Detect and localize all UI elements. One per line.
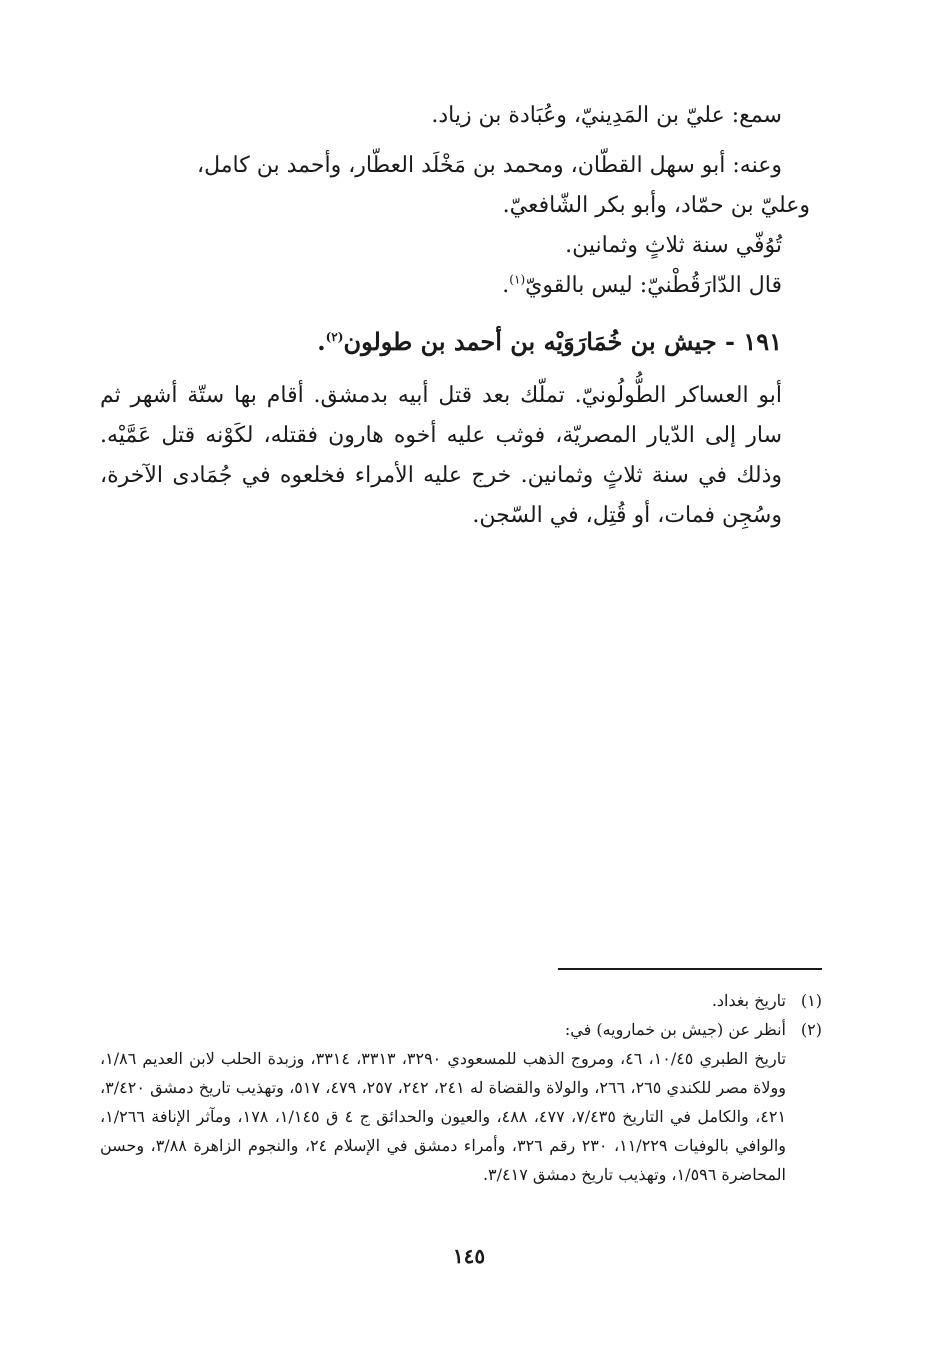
paragraph-narrators-line2: وعليّ بن حمّاد، وأبو بكر الشّافعيّ. xyxy=(502,193,810,218)
footnote-number: (١) xyxy=(800,991,822,1010)
footnote-ref-2: (٢) xyxy=(325,330,344,344)
footnote-divider xyxy=(558,968,822,970)
entry-heading-end: . xyxy=(317,327,326,356)
daraqutni-text: قال الدّارَقُطْنيّ: ليس بالقويّ xyxy=(525,273,782,298)
paragraph-heard-from: سمع: عليّ بن المَدِينيّ، وعُبَادة بن زياد. xyxy=(431,103,782,128)
paragraph-narrators-line1: وعنه: أبو سهل القطّان، ومحمد بن مَخْلَد العطّار، وأحمد بن كامل، xyxy=(197,153,782,178)
footnote-text: تاريخ بغداد. xyxy=(711,991,786,1010)
footnote-text: تاريخ الطبري ١٠/٤٥، ٤٦، ومروج الذهب للمسعودي ٣٢٩٠، ٣٣١٣، ٣٣١٤، وزبدة الحلب لابن العديم ١/٨٦، وولاة مصر للكندي ٢٦٥، ٢٦٦، والولاة والقضاة له ٢٤١، ٢٤٢، ٢٥٧، ٤٧٩، ٥١٧، وتهذيب تاريخ دمشق ٣/٤٢٠، ٤٢١، والكامل في التاريخ ٧/٤٣٥، ٤٧٧، ٤٨٨، والعيون والحدائق ج ٤ ق ١/١٤٥، ١٧٨، ومآثر الإنافة ١/٢٦٦، والوافي بالوفيات ١١/٢٢٩، ٢٣٠ رقم ٣٢٦، وأمراء دمشق في الإسلام ٢٤، والنجوم الزاهرة ٣/٨٨، وحسن المحاضرة ١/٥٩٦، وتهذيب تاريخ دمشق ٣/٤١٧. xyxy=(100,1049,787,1184)
footnote-number: (٢) xyxy=(800,1020,822,1039)
footnote-2 xyxy=(100,1015,822,1044)
paragraph-death: تُوُفّي سنة ثلاثٍ وثمانين. xyxy=(565,233,782,258)
footnote-text: أنظر عن (جيش بن خمارويه) في: xyxy=(564,1020,786,1039)
footnotes xyxy=(100,986,822,1189)
page-number: ١٤٥ xyxy=(452,1244,486,1268)
paragraph-daraqutni xyxy=(100,266,810,306)
daraqutni-end: . xyxy=(502,273,510,298)
footnote-2-sources xyxy=(100,1044,822,1189)
footnote-ref-1: (١) xyxy=(509,272,526,287)
entry-heading-text: ١٩١ - جيش بن خُمَارَوَيْه بن أحمد بن طولون xyxy=(343,327,782,356)
footnote-1 xyxy=(100,986,822,1015)
paragraph-biography: أبو العساكر الطُّولُونيّ. تملّك بعد قتل أبيه بدمشق. أقام بها ستّة أشهر ثم سار إلى الدّيار المصريّة، فوثب عليه أخوه هارون فقتله، لكَوْنه قتل عَمَّيْه. وذلك في سنة ثلاثٍ وثمانين. خرج عليه الأمراء فخلعوه في جُمَادى الآخرة، وسُجِن فمات، أو قُتِل، في السّجن. xyxy=(100,383,782,528)
main-text xyxy=(100,96,810,536)
entry-heading xyxy=(100,320,810,364)
